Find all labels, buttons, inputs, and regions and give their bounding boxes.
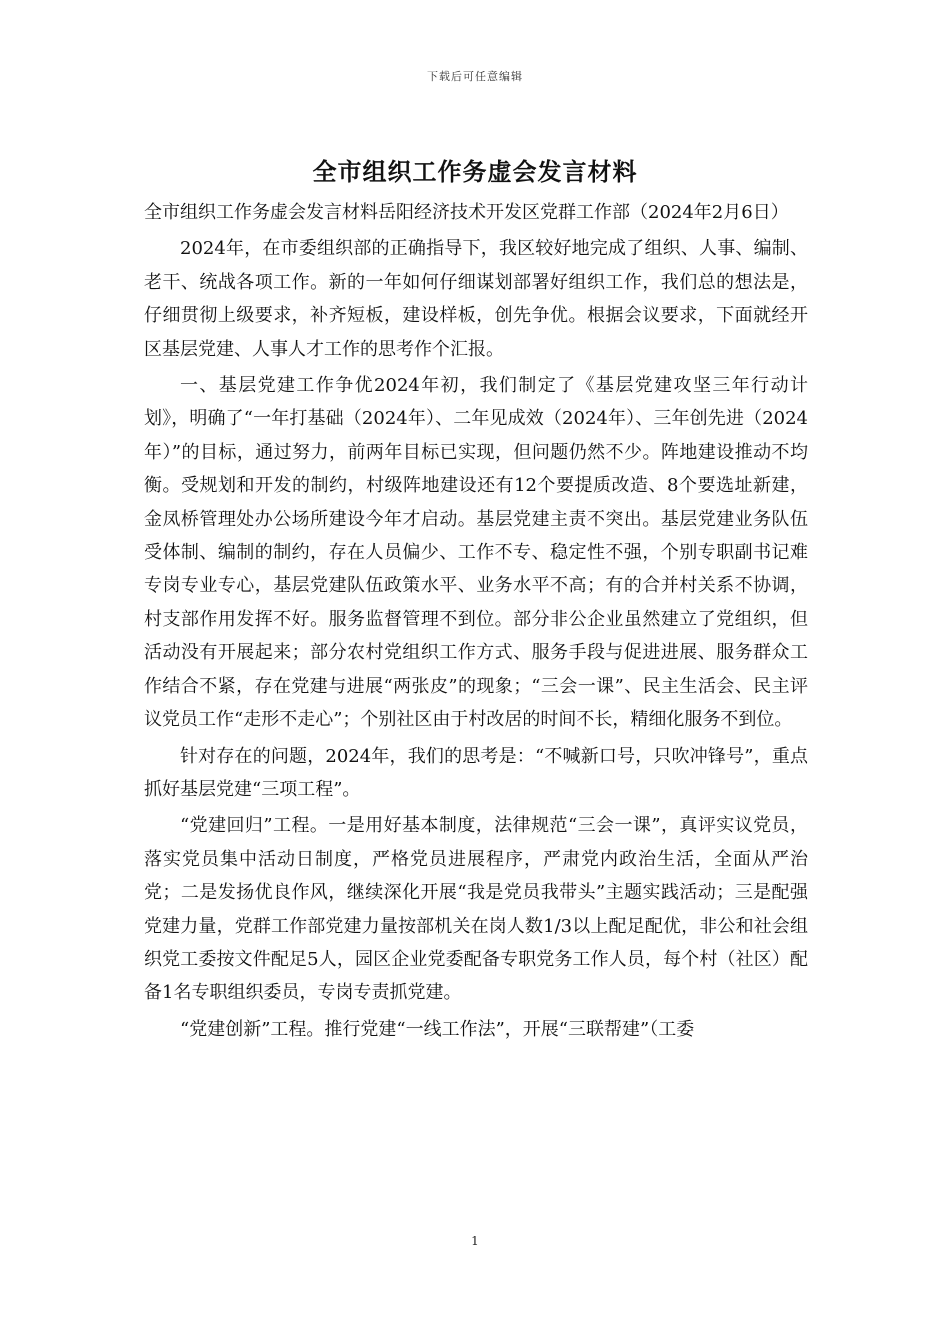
document-body [144,196,808,1049]
body-paragraph-response: 针对存在的问题，2024年，我们的思考是：“不喊新口号，只吹冲锋号”，重点抓好基层党建“三项工程”。 [144,745,808,800]
body-paragraph-party-innovation: “党建创新”工程。推行党建“一线工作法”，开展“三联帮建”（工委 [180,1018,695,1040]
page-header-note: 下载后可任意编辑 [427,70,523,83]
body-paragraph-party-return: “党建回归”工程。一是用好基本制度，法律规范“三会一课”，真评实议党员，落实党员集中活动日制度，严格党员进展程序，严肃党内政治生活，全面从严治党；二是发扬优良作风，继续深化开展“我是党员我带头”主题实践活动；三是配强党建力量，党群工作部党建力量按部机关在岗人数1/3以上配足配优，非公和社会组织党工委按文件配足5人，园区企业党委配备专职党务工作人员，每个村（社区）配备1名专职组织委员，专岗专责抓党建。 [144,815,808,1004]
body-paragraph-intro: 2024年，在市委组织部的正确指导下，我区较好地完成了组织、人事、编制、老干、统战各项工作。新的一年如何仔细谋划部署好组织工作，我们总的想法是，仔细贯彻上级要求，补齐短板，建设样板，创先争优。根据会议要求，下面就经开区基层党建、人事人才工作的思考作个汇报。 [144,238,808,360]
body-paragraph-section-one: 一、基层党建工作争优2024年初，我们制定了《基层党建攻坚三年行动计划》，明确了“一年打基础（2024年）、二年见成效（2024年）、三年创先进（2024年）”的目标，通过努力，前两年目标已实现，但问题仍然不少。阵地建设推动不均衡。受规划和开发的制约，村级阵地建设还有12个要提质改造、8个要选址新建，金凤桥管理处办公场所建设今年才启动。基层党建主责不突出。基层党建业务队伍受体制、编制的制约，存在人员偏少、工作不专、稳定性不强，个别专职副书记难专岗专业专心，基层党建队伍政策水平、业务水平不高；有的合并村关系不协调，村支部作用发挥不好。服务监督管理不到位。部分非公企业虽然建立了党组织，但活动没有开展起来；部分农村党组织工作方式、服务手段与促进进展、服务群众工作结合不紧，存在党建与进展“两张皮”的现象；“三会一课”、民主生活会、民主评议党员工作“走形不走心”；个别社区由于村改居的时间不长，精细化服务不到位。 [144,375,808,731]
document-title: 全市组织工作务虚会发言材料 [312,157,638,186]
subtitle-paragraph: 全市组织工作务虚会发言材料岳阳经济技术开发区党群工作部（2024年2月6日） [144,202,789,223]
page-number: 1 [471,1234,479,1248]
